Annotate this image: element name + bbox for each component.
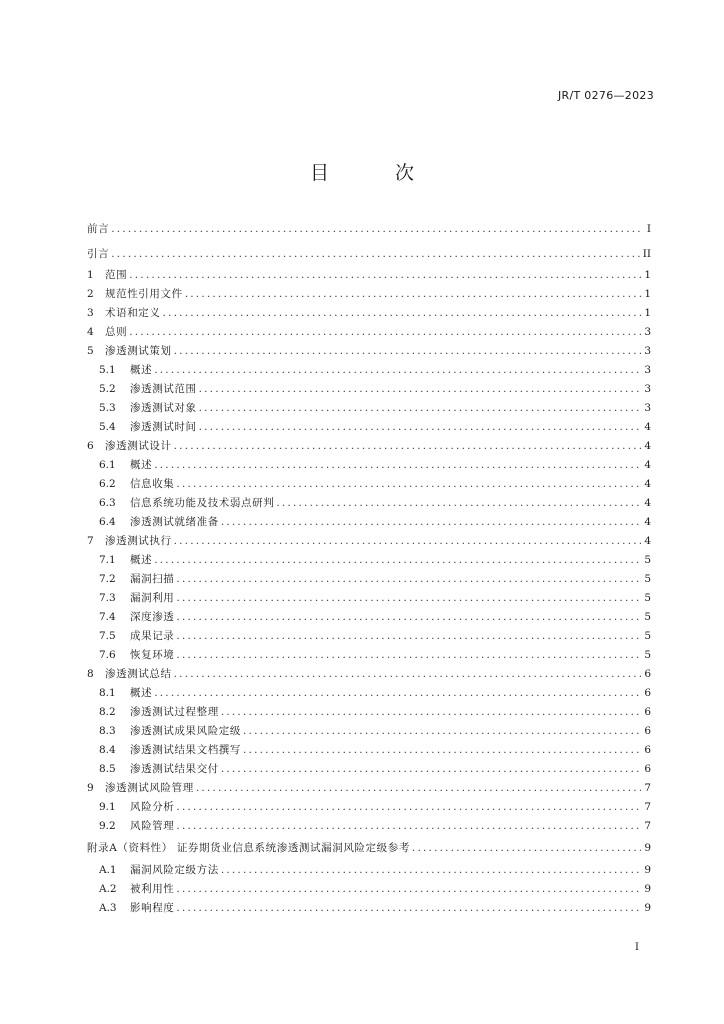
toc-entry-page: 4 [644,516,651,528]
toc-entry-title: 渗透测试成果风险定级 [130,725,241,737]
toc-entry-page: 6 [644,744,651,756]
toc-entry[interactable] [87,513,651,532]
toc-dot-leader [243,722,641,741]
toc-entry-number: 7.4 [99,611,116,623]
toc-dot-leader [185,285,641,304]
toc-entry-page: 4 [644,535,651,547]
toc-entry-number: 3 [87,307,94,319]
toc-dot-leader [111,217,641,242]
toc-entry-title: 渗透测试执行 [105,535,172,547]
toc-entry-number: 9.1 [99,801,116,813]
toc-entry-page: 6 [644,763,651,775]
toc-entry-number: A.2 [99,882,117,895]
toc-dot-leader [154,456,641,475]
toc-dot-leader [221,861,641,880]
toc-entry-number: 8.2 [99,706,116,718]
toc-dot-leader [163,304,642,323]
toc-entry-page: 6 [644,687,651,699]
toc-entry[interactable] [87,608,651,627]
toc-entry-number: 4 [87,326,94,338]
page-number: I [635,942,639,953]
toc-entry-title: 概述 [130,459,153,471]
toc-entry-number: 6.3 [99,497,116,509]
toc-entry[interactable] [87,551,651,570]
toc-entry-page: I [646,223,651,235]
toc-entry-number: 9 [87,782,94,794]
toc-entry-title: 渗透测试总结 [105,668,172,680]
toc-dot-leader [221,513,641,532]
toc-entry[interactable] [87,323,651,342]
toc-entry-number: 6 [87,440,94,452]
toc-entry-title: 概述 [130,364,153,376]
toc-entry[interactable] [87,532,651,551]
toc-entry-number: 8.1 [99,687,116,699]
toc-dot-leader [221,703,641,722]
toc-dot-leader [111,242,641,267]
page-title: 目 次 [309,162,445,184]
toc-entry-title: 术语和定义 [105,307,161,319]
toc-entry-page: 3 [644,402,651,414]
toc-dot-leader [176,570,641,589]
toc-entry-number: A.1 [99,863,117,876]
toc-entry-number: 8.4 [99,744,116,756]
toc-entry[interactable] [87,798,651,817]
toc-dot-leader [176,899,641,918]
toc-entry-title: 渗透测试策划 [105,345,172,357]
toc-entry[interactable] [87,456,651,475]
toc-dot-leader [174,437,641,456]
toc-entry-title: 渗透测试范围 [130,383,197,395]
toc-entry-number: 7.5 [99,630,116,642]
toc-entry[interactable] [87,361,651,380]
toc-entry-title: 渗透测试过程整理 [130,706,219,718]
toc-entry-page: 9 [644,882,651,895]
toc-entry[interactable] [87,570,651,589]
toc-entry-title: 概述 [130,554,153,566]
toc-entry-title: 渗透测试就绪准备 [130,516,219,528]
table-of-contents [87,217,651,918]
toc-entry[interactable] [87,342,651,361]
toc-entry-page: 1 [644,307,651,319]
toc-entry-number: 5.3 [99,402,116,414]
toc-entry[interactable] [87,217,651,242]
toc-entry-number: A.3 [99,901,117,914]
toc-entry-title: 总则 [105,326,128,338]
toc-entry-number: 5 [87,345,94,357]
toc-entry-number: 7.2 [99,573,116,585]
toc-entry-page: 7 [644,801,651,813]
toc-entry[interactable] [87,242,651,267]
toc-entry-number: 5.2 [99,383,116,395]
toc-entry[interactable] [87,380,651,399]
toc-entry-page: 9 [644,863,651,876]
toc-entry-page: 7 [644,782,651,794]
toc-entry-number: 5.1 [99,364,116,376]
toc-entry-page: 6 [644,706,651,718]
toc-entry[interactable] [87,665,651,684]
toc-entry-page: 3 [644,364,651,376]
toc-entry-number: 1 [87,269,94,281]
toc-entry-page: 4 [644,459,651,471]
toc-entry-title: 前言 [87,223,110,235]
toc-entry-number: 8.3 [99,725,116,737]
toc-entry-number: 5.4 [99,421,116,433]
toc-entry-page: 9 [644,842,651,854]
toc-entry-title: 深度渗透 [130,611,175,623]
toc-dot-leader [176,608,641,627]
toc-entry-title: 风险管理 [130,820,175,832]
toc-entry-title: 被利用性 [130,882,175,895]
toc-dot-leader [276,494,641,513]
toc-entry-title: 渗透测试结果交付 [130,763,219,775]
toc-entry-number: 7.1 [99,554,116,566]
toc-entry-page: 1 [644,288,651,300]
toc-entry[interactable] [87,266,651,285]
toc-entry-page: 3 [644,326,651,338]
toc-entry-number: 6.2 [99,478,116,490]
toc-entry-number: 7 [87,535,94,547]
toc-entry-title: 引言 [87,247,110,260]
toc-entry-title: 信息系统功能及技术弱点研判 [130,497,275,509]
toc-entry-page: 6 [644,725,651,737]
toc-entry[interactable] [87,418,651,437]
toc-entry-title: 渗透测试对象 [130,402,197,414]
toc-entry-number: 7.6 [99,649,116,661]
toc-entry[interactable] [87,285,651,304]
toc-dot-leader [196,779,641,798]
toc-entry[interactable] [87,703,651,722]
toc-dot-leader [176,798,641,817]
toc-entry-title: 范围 [105,269,128,281]
toc-entry-title: 附录A（资料性） 证券期货业信息系统渗透测试漏洞风险定级参考 [87,842,410,854]
toc-entry-number: 8.5 [99,763,116,775]
toc-dot-leader [176,646,641,665]
toc-entry-title: 渗透测试风险管理 [105,782,194,794]
toc-entry-page: 5 [644,630,651,642]
toc-entry[interactable] [87,684,651,703]
toc-entry-page: 5 [644,554,651,566]
toc-entry-title: 漏洞利用 [130,592,175,604]
toc-entry-page: 7 [644,820,651,832]
toc-entry-title: 风险分析 [130,801,175,813]
toc-dot-leader [154,684,641,703]
toc-entry-title: 规范性引用文件 [105,288,183,300]
toc-entry[interactable] [87,646,651,665]
toc-entry-page: II [642,247,651,260]
toc-dot-leader [174,665,641,684]
toc-dot-leader [176,589,641,608]
toc-entry-page: 9 [644,901,651,914]
toc-entry[interactable] [87,817,651,836]
toc-entry[interactable] [87,437,651,456]
toc-entry[interactable] [87,399,651,418]
toc-dot-leader [199,380,641,399]
toc-entry-page: 5 [644,573,651,585]
toc-entry-title: 恢复环境 [130,649,175,661]
toc-dot-leader [154,361,641,380]
toc-entry-page: 5 [644,592,651,604]
toc-dot-leader [199,418,641,437]
toc-entry[interactable] [87,760,651,779]
toc-dot-leader [176,627,641,646]
toc-entry-page: 4 [644,440,651,452]
toc-entry[interactable] [87,475,651,494]
toc-dot-leader [221,760,641,779]
toc-entry[interactable] [87,627,651,646]
toc-entry-number: 6.1 [99,459,116,471]
toc-dot-leader [174,532,641,551]
toc-entry-number: 6.4 [99,516,116,528]
toc-entry-page: 1 [644,269,651,281]
toc-entry-title: 渗透测试时间 [130,421,197,433]
toc-dot-leader [174,342,641,361]
toc-entry-number: 9.2 [99,820,116,832]
toc-entry[interactable] [87,899,651,918]
toc-entry-page: 3 [644,383,651,395]
toc-entry-title: 漏洞风险定级方法 [130,863,219,876]
toc-entry-title: 成果记录 [130,630,175,642]
toc-dot-leader [243,741,641,760]
toc-dot-leader [176,817,641,836]
toc-dot-leader [154,551,641,570]
toc-entry[interactable] [87,836,651,861]
toc-entry-number: 2 [87,288,94,300]
toc-entry-page: 4 [644,421,651,433]
toc-entry[interactable] [87,304,651,323]
toc-dot-leader [129,323,641,342]
toc-entry-page: 4 [644,478,651,490]
toc-entry[interactable] [87,722,651,741]
toc-dot-leader [199,399,641,418]
toc-entry-title: 影响程度 [130,901,175,914]
toc-entry-title: 渗透测试设计 [105,440,172,452]
toc-entry-number: 7.3 [99,592,116,604]
toc-entry[interactable] [87,494,651,513]
toc-dot-leader [176,475,641,494]
toc-entry[interactable] [87,861,651,880]
toc-entry-title: 信息收集 [130,478,175,490]
toc-entry-title: 概述 [130,687,153,699]
toc-entry-page: 6 [644,668,651,680]
toc-entry-page: 5 [644,649,651,661]
toc-dot-leader [129,266,641,285]
toc-dot-leader [412,836,641,861]
document-number: JR/T 0276—2023 [558,89,654,102]
toc-entry-title: 漏洞扫描 [130,573,175,585]
toc-entry[interactable] [87,741,651,760]
toc-entry-number: 8 [87,668,94,680]
toc-entry[interactable] [87,880,651,899]
toc-entry-title: 渗透测试结果文档撰写 [130,744,241,756]
toc-dot-leader [176,880,641,899]
toc-entry[interactable] [87,589,651,608]
toc-entry-page: 3 [644,345,651,357]
toc-entry[interactable] [87,779,651,798]
toc-entry-page: 4 [644,497,651,509]
toc-entry-page: 5 [644,611,651,623]
